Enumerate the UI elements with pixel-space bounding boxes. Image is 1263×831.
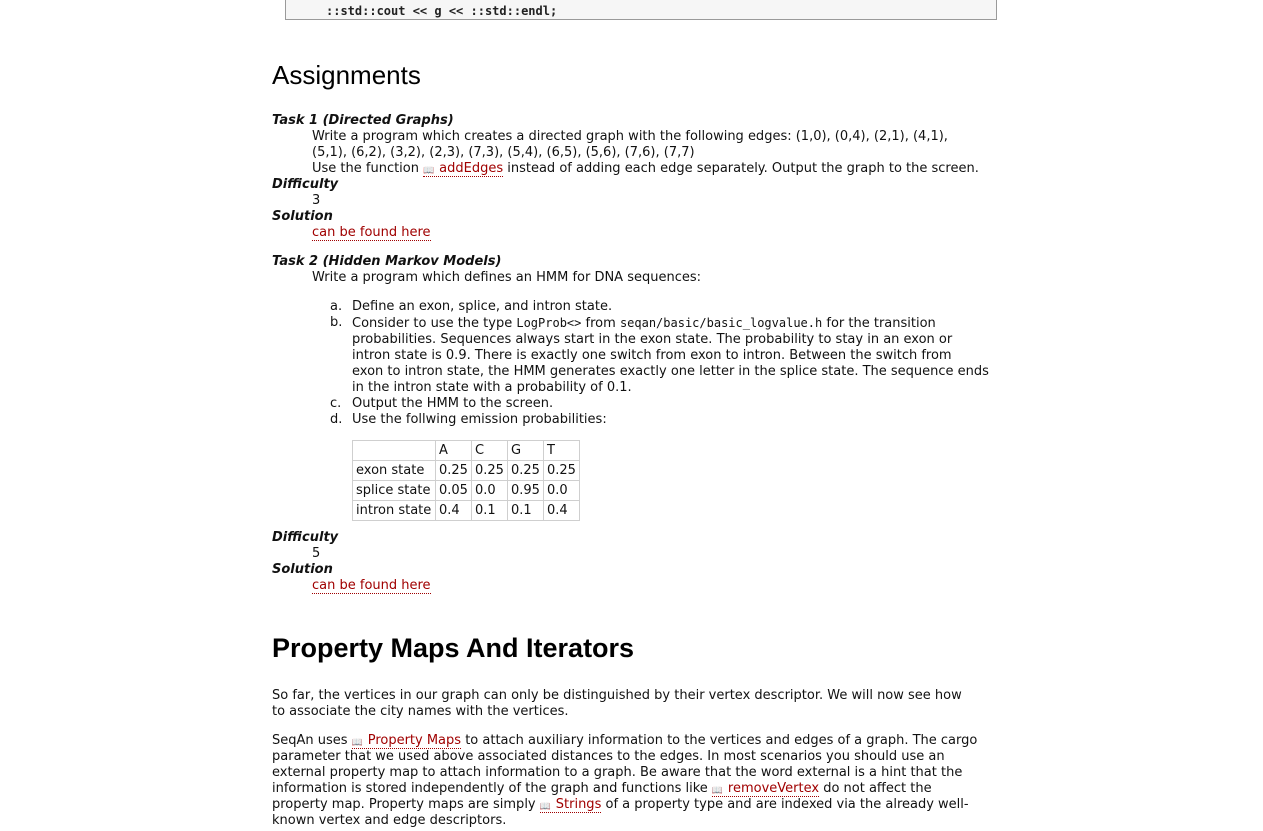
removevertex-link-text: removeVertex — [727, 781, 820, 796]
table-cell: 0.4 — [436, 501, 472, 521]
list-item — [272, 396, 1032, 412]
property-maps-heading: Property Maps And Iterators — [272, 633, 635, 663]
task1-use-prefix: Use the function — [312, 161, 419, 176]
emission-table — [352, 440, 580, 521]
task2-block — [272, 254, 1032, 428]
table-cell: C — [472, 441, 508, 461]
strings-link[interactable] — [540, 797, 602, 813]
task1-title: Task 1 (Directed Graphs) — [272, 113, 454, 128]
task2-solution-label: Solution — [272, 562, 333, 577]
paragraph-line: to associate the city names with the vertices. — [272, 704, 569, 719]
book-icon: 📖 — [423, 166, 435, 176]
task2-difficulty-value: 5 — [312, 546, 321, 561]
table-cell — [353, 441, 436, 461]
list-item-text: in the intron state with a probability of 0.1. — [352, 380, 632, 395]
paragraph-line — [272, 781, 1032, 797]
list-item — [272, 299, 1032, 315]
task1-use-line — [272, 161, 1032, 177]
addedges-link[interactable] — [423, 161, 503, 177]
task2-solution-link[interactable]: can be found here — [312, 578, 431, 593]
table-cell: T — [544, 441, 580, 461]
paragraph-line — [272, 733, 1032, 749]
task1-desc-line2: (5,1), (6,2), (3,2), (2,3), (7,3), (5,4), (6,5), (5,6), (7,6), (7,7) — [312, 145, 695, 160]
paragraph-text: of a property type and are indexed via the already well- — [605, 797, 969, 812]
list-item-text: probabilities. Sequences always start in the exon state. The probability to stay in an exon or — [352, 332, 953, 347]
paragraph-line: So far, the vertices in our graph can only be distinguished by their vertex descriptor. We will now see how — [272, 688, 962, 703]
task1-use-suffix: instead of adding each edge separately. Output the graph to the screen. — [507, 161, 979, 176]
list-item-text: Use the follwing emission probabilities: — [352, 412, 607, 427]
task2-list — [272, 299, 1032, 428]
list-item-text: Consider to use the type — [352, 316, 513, 331]
list-marker: b. — [330, 315, 343, 330]
paragraph-text: SeqAn uses — [272, 733, 348, 748]
table-cell: 0.25 — [472, 461, 508, 481]
addedges-link-text: addEdges — [439, 161, 504, 176]
table-cell: 0.0 — [472, 481, 508, 501]
table-header-row — [353, 441, 580, 461]
list-item — [272, 412, 1032, 428]
list-marker: c. — [330, 396, 342, 411]
code-line: ::std::cout << g << ::std::endl; — [326, 4, 558, 18]
table-row — [353, 481, 580, 501]
paragraph-line: known vertex and edge descriptors. — [272, 813, 507, 828]
table-cell: splice state — [353, 481, 436, 501]
paragraph-text: do not affect the — [823, 781, 932, 796]
removevertex-link[interactable] — [712, 781, 819, 797]
list-item-text: exon to intron state, the HMM generates exactly one letter in the splice state. The sequence ends — [352, 364, 989, 379]
header-path: seqan/basic/basic_logvalue.h — [619, 316, 823, 330]
list-marker: d. — [330, 412, 343, 427]
table-cell: 0.25 — [544, 461, 580, 481]
paragraph-line: parameter that we used above associated distances to the edges. In most scenarios you should use an — [272, 749, 945, 764]
list-item-text: from — [585, 316, 616, 331]
pm-paragraph-1 — [272, 688, 1012, 720]
book-icon: 📖 — [351, 738, 363, 748]
list-item-text: for the transition — [826, 316, 936, 331]
paragraph-text: property map. Property maps are simply — [272, 797, 536, 812]
property-maps-link[interactable] — [352, 733, 461, 749]
book-icon: 📖 — [539, 802, 551, 812]
task2-difficulty-label: Difficulty — [272, 530, 339, 545]
list-item-text: intron state is 0.9. There is exactly one switch from exon to intron. Between the switch from — [352, 348, 952, 363]
list-marker: a. — [330, 299, 343, 314]
table-cell: intron state — [353, 501, 436, 521]
list-item — [272, 315, 1032, 396]
table-row — [353, 461, 580, 481]
task1-difficulty-label: Difficulty — [272, 177, 339, 192]
table-cell: exon state — [353, 461, 436, 481]
table-cell: 0.4 — [544, 501, 580, 521]
task2-desc: Write a program which defines an HMM for DNA sequences: — [312, 270, 702, 285]
table-cell: A — [436, 441, 472, 461]
task1-desc-line1: Write a program which creates a directed graph with the following edges: (1,0), (0,4), (2,1), (4,1), — [312, 129, 948, 144]
list-item-text: Define an exon, splice, and intron state. — [352, 299, 613, 314]
list-item-text: Output the HMM to the screen. — [352, 396, 554, 411]
table-cell: 0.25 — [508, 461, 544, 481]
task2-meta — [272, 530, 1032, 594]
table-row — [353, 501, 580, 521]
table-cell: 0.1 — [508, 501, 544, 521]
pm-paragraph-2 — [272, 733, 1032, 829]
table-cell: 0.95 — [508, 481, 544, 501]
assignments-heading: Assignments — [272, 60, 421, 90]
property-maps-link-text: Property Maps — [367, 733, 462, 748]
paragraph-text: information is stored independently of the graph and functions like — [272, 781, 708, 796]
type-name: LogProb<> — [516, 316, 582, 330]
paragraph-text: to attach auxiliary information to the vertices and edges of a graph. The cargo — [465, 733, 978, 748]
table-cell: 0.25 — [436, 461, 472, 481]
task2-title: Task 2 (Hidden Markov Models) — [272, 254, 502, 269]
task1-block — [272, 113, 1032, 241]
book-icon: 📖 — [711, 786, 724, 796]
code-block — [285, 0, 997, 20]
strings-link-text: Strings — [555, 797, 602, 812]
table-cell: 0.05 — [436, 481, 472, 501]
table-cell: 0.1 — [472, 501, 508, 521]
table-cell: 0.0 — [544, 481, 580, 501]
paragraph-line — [272, 797, 1032, 813]
task1-solution-link[interactable]: can be found here — [312, 225, 431, 240]
table-cell: G — [508, 441, 544, 461]
task1-difficulty-value: 3 — [312, 193, 321, 208]
task1-solution-label: Solution — [272, 209, 333, 224]
paragraph-line: external property map to attach information to a graph. Be aware that the word external is a hint that the — [272, 765, 963, 780]
